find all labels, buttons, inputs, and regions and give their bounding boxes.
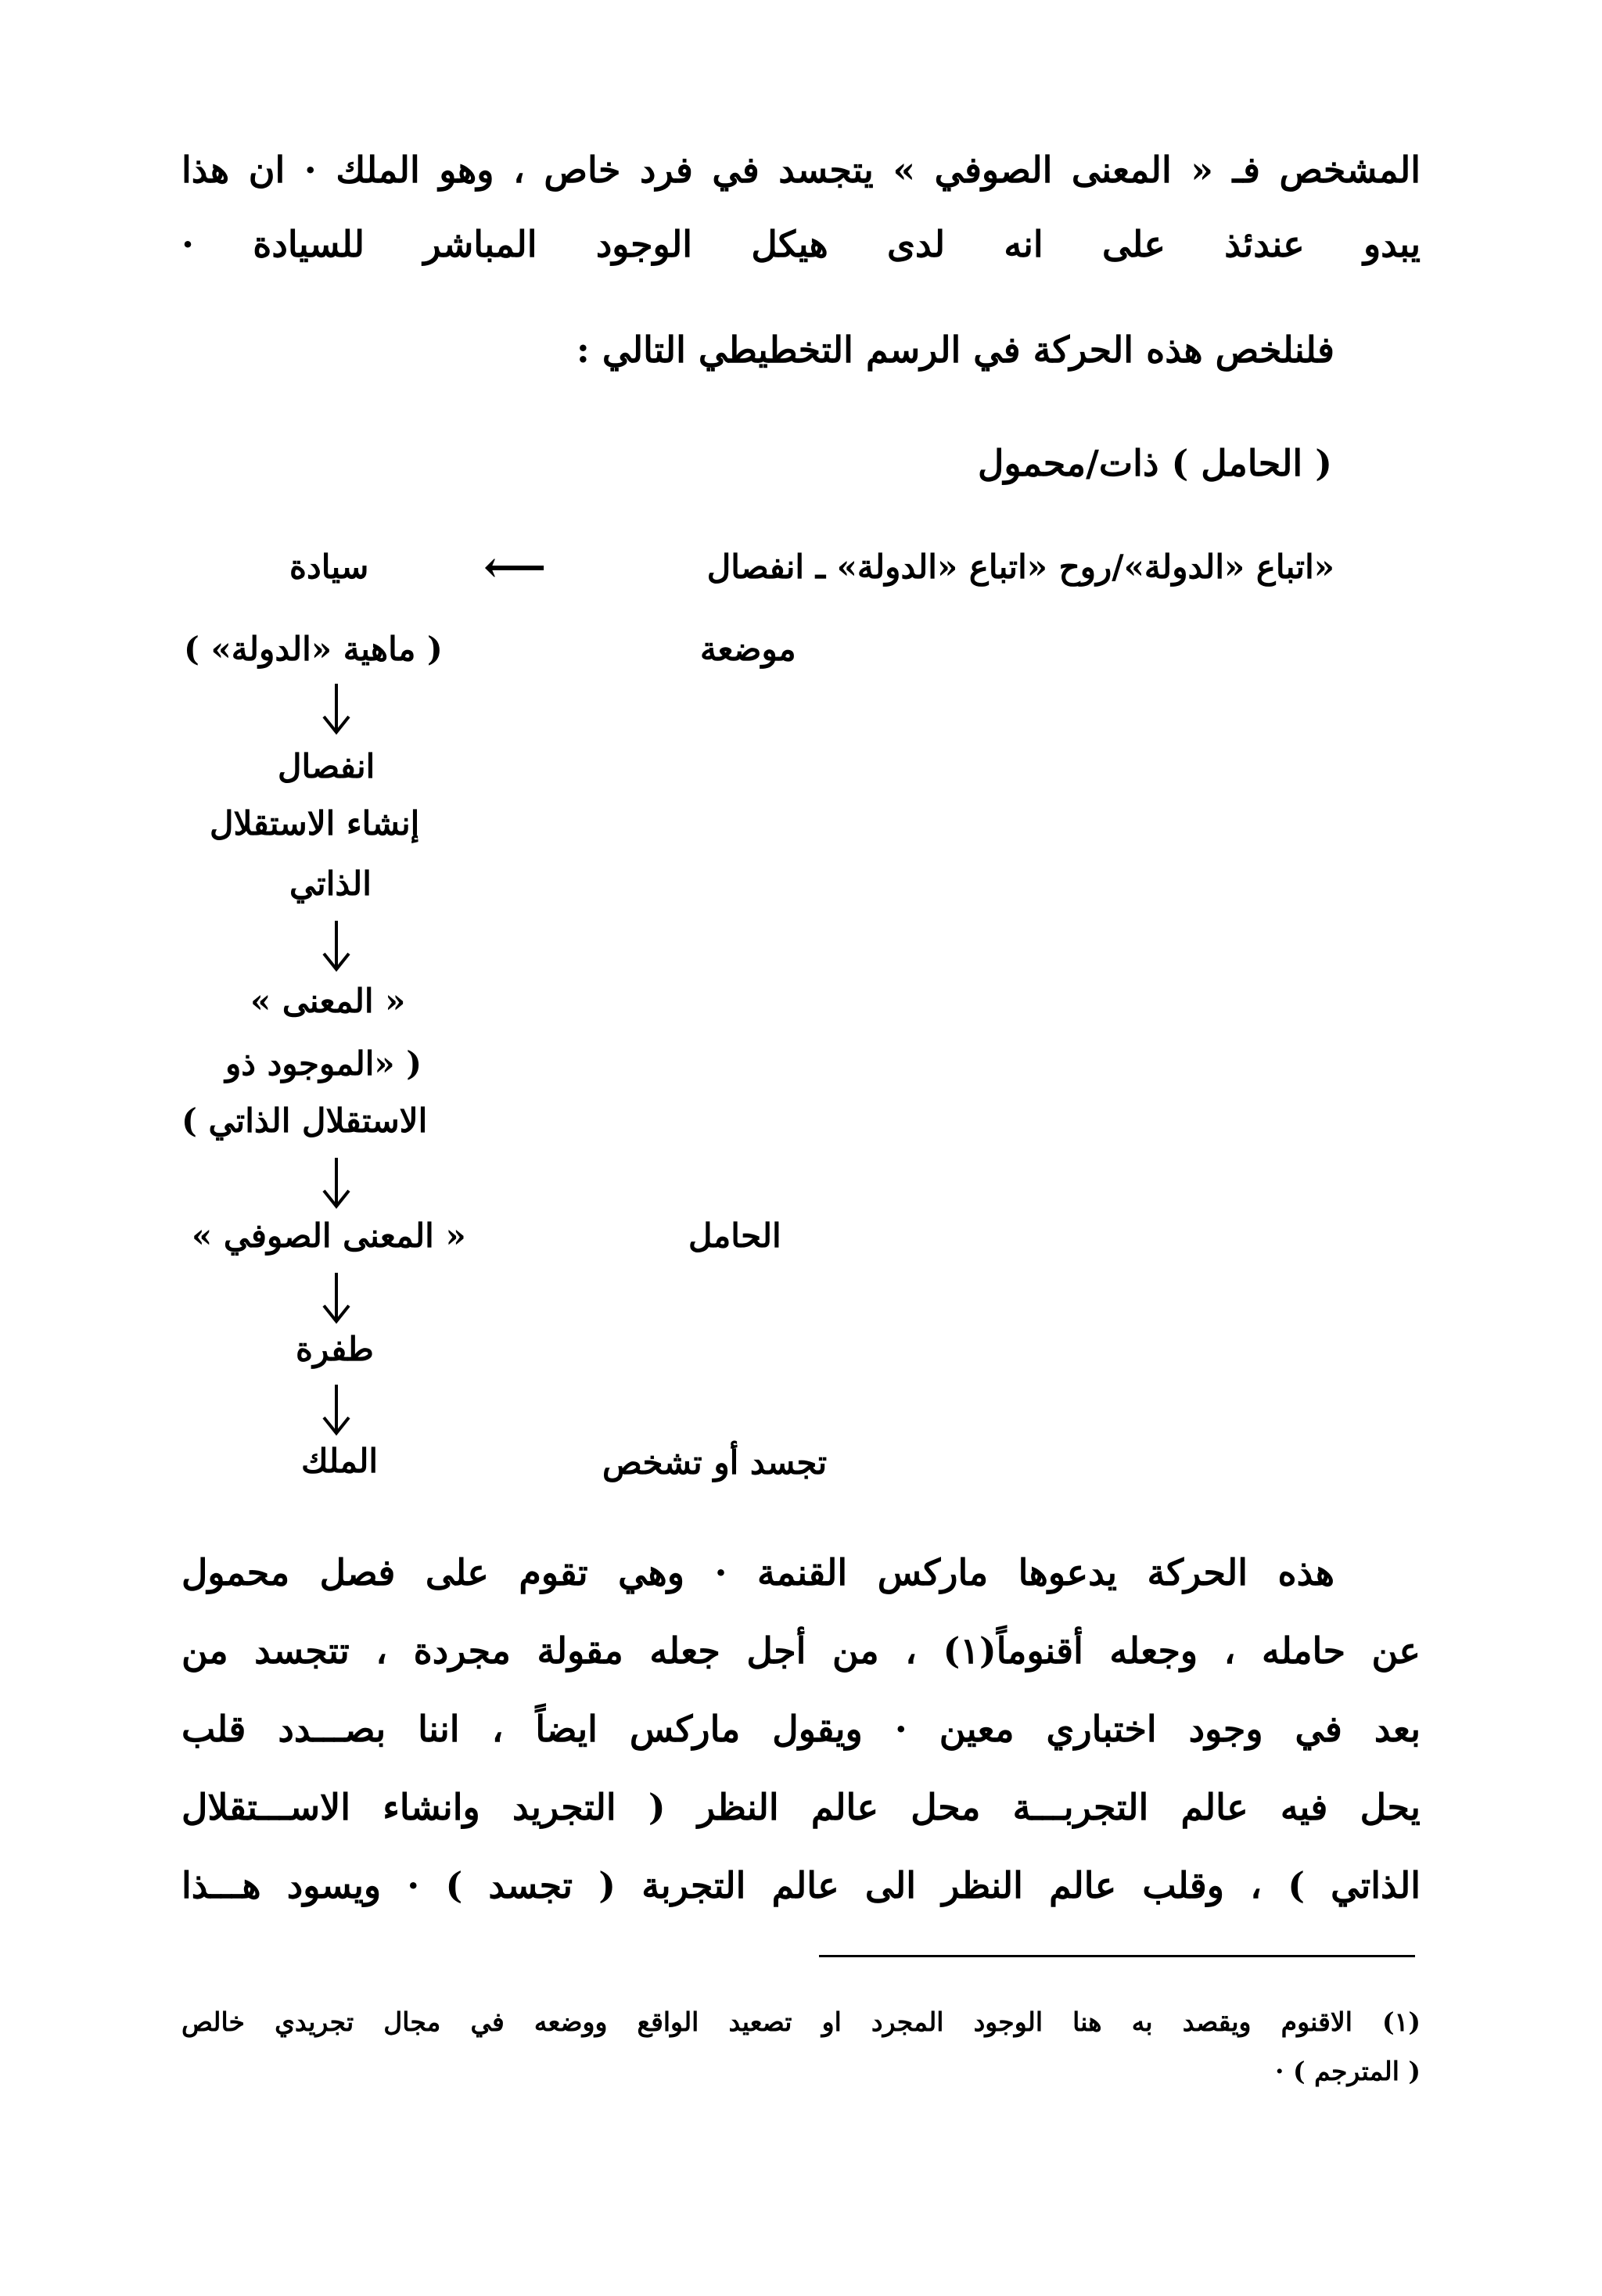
paragraph-line-1: هذه الحركة يدعوها ماركس القنمة · وهي تقوم على فصل محمول xyxy=(181,1551,1334,1594)
diagram-node-autonomy-1: إنشاء الاستقلال xyxy=(210,804,420,843)
down-arrow-icon xyxy=(321,919,352,974)
down-arrow-icon xyxy=(321,1383,352,1438)
diagram-header: ( الحامل ) ذات/محمول xyxy=(977,442,1332,484)
paragraph-line-3: بعد في وجود اختباري معين · ويقول ماركس ايضاً ، اننا بصـــدد قلب xyxy=(181,1708,1421,1750)
intro-line-2: يبدو عندئذ على انه لدى هيكل الوجود المباشر للسيادة · xyxy=(181,223,1421,265)
paragraph-line-5: الذاتي ) ، وقلب عالم النظر الى عالم التجربة ( تجسد ) · ويسود هـــذا xyxy=(181,1864,1421,1906)
diagram-node-mystic-meaning: « المعنى الصوفي » xyxy=(192,1216,466,1255)
down-arrow-icon xyxy=(321,682,352,737)
diagram-node-leap: طفرة xyxy=(296,1330,374,1368)
diagram-node-being-2: الاستقلال الذاتي ) xyxy=(181,1101,428,1140)
diagram-node-sovereignty: سيادة xyxy=(289,548,369,586)
footnote-line-1: (١) الاقنوم ويقصد به هنا الوجود المجرد او تصعيد الواقع ووضعه في مجال تجريدي خالص xyxy=(181,2007,1421,2037)
paragraph-line-2: عن حامله ، وجعله أقنوماً(١) ، من أجل جعله مقولة مجردة ، تتجسد من xyxy=(181,1629,1421,1672)
intro-line-1: المشخص فـ « المعنى الصوفي » يتجسد في فرد خاص ، وهو الملك · ان هذا xyxy=(181,149,1421,191)
diagram-node-meaning: « المعنى » xyxy=(250,982,406,1020)
diagram-label-objectification: موضعة xyxy=(700,630,796,668)
diagram-node-essence-state: ( ماهية «الدولة» ) xyxy=(184,630,443,668)
diagram-top-row: «اتباع «الدولة»/روح «اتباع «الدولة» ـ انفصال xyxy=(706,548,1334,586)
footnote-divider xyxy=(819,1955,1415,1957)
diagram-node-separation: انفصال xyxy=(278,747,375,785)
intro-line-3: فلنلخص هذه الحركة في الرسم التخطيطي التالي : xyxy=(576,329,1334,371)
diagram-label-embodiment: تجسد أو تشخص xyxy=(602,1443,828,1482)
footnote-line-2: ( المترجم ) · xyxy=(1274,2056,1421,2086)
diagram-node-being-1: ( «الموجود ذو xyxy=(225,1044,422,1083)
diagram-node-king: الملك xyxy=(301,1442,379,1480)
diagram-node-autonomy-2: الذاتي xyxy=(289,864,372,903)
down-arrow-icon xyxy=(321,1156,352,1211)
down-arrow-icon xyxy=(321,1271,352,1326)
diagram-label-bearer: الحامل xyxy=(688,1216,781,1255)
paragraph-line-4: يحل فيه عالم التجربـــة محل عالم النظر ( التجريد وانشاء الاســـتقلال xyxy=(181,1786,1421,1828)
diagram-top-arrow: ⟵ xyxy=(483,541,547,593)
